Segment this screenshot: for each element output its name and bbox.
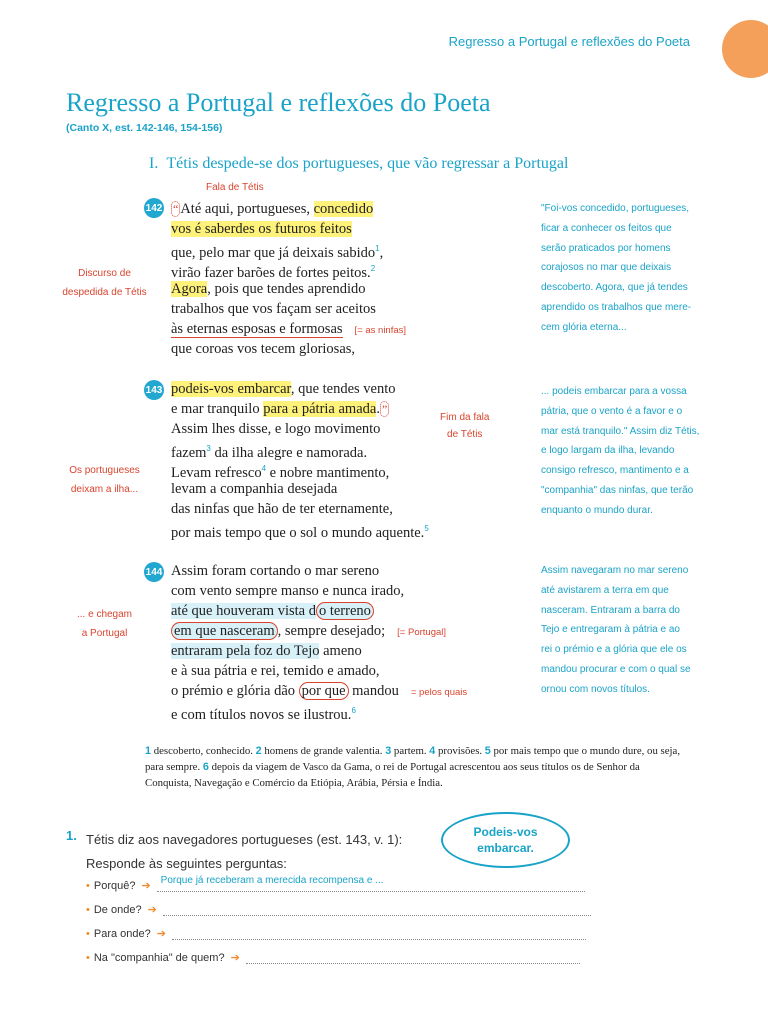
question-item-de-onde [86,894,591,916]
highlight-futuros-feitos: vos é saberdes os futuros feitos [171,221,352,237]
stanza-144-text [171,561,467,721]
verse-line [171,661,467,681]
highlight-patria-amada: para a pátria amada [263,401,377,417]
bubble-line: Podeis-vos [473,825,538,839]
verse-line [171,499,429,519]
paraphrase-line: aprendido os trabalhos que mere- [541,301,692,313]
footnote-text: por mais tempo que o mundo dure, ou seja, para sempre. [145,745,681,773]
opening-quote-mark: “ [173,202,179,216]
verse-line: que, pelo mar que já deixais sabido$^1$, [171,244,384,261]
verse-line [171,479,429,499]
arrow-right-icon: ➔ [147,904,157,916]
footnote-ref-4: 4 [261,464,267,473]
highlight-houveram-vista: até que houveram vista d [171,603,316,619]
footnote-ref-2: 2 [370,264,376,273]
bullet-icon: • [86,952,90,964]
annotation-line: Fim da fala [440,412,490,423]
paraphrase-line: corajosos no mar que deixais [541,262,672,274]
annotation-deixam-a-ilha [52,461,157,499]
verse-text: da ilha alegre e namorada. [210,445,368,461]
paraphrase-line: mar está tranquilo." Assim diz Tétis, [541,425,700,437]
footnote-number: 6 [202,761,209,773]
annotation-fim-da-fala [440,409,489,443]
verse-text: e mar tranquilo [171,401,264,417]
paraphrase-142 [541,199,701,338]
annotation-portugal: [= Portugal] [397,627,447,638]
annotation-fala-de-tetis: Fala de Tétis [206,182,264,193]
verse-text: que, pelo mar que já deixais sabido [171,245,376,261]
question-item-label: De onde? [93,904,142,916]
verse-line [171,419,429,439]
question-number: 1. [66,828,77,843]
question-prompt [86,828,402,876]
verse-text: ameno [319,643,362,659]
verse-line [171,319,406,339]
answer-field-companhia[interactable] [246,947,580,964]
footnote-number: 2 [255,745,262,757]
footnote-ref-6: 6 [351,706,356,715]
verse-text: , pois que tendes aprendido [207,281,366,297]
bullet-icon: • [86,880,90,892]
verse-line [171,299,406,319]
paraphrase-line: Assim navegaram no mar sereno [541,565,689,576]
question-line: Tétis diz aos navegadores portugueses (est. 143, v. 1): [86,832,403,847]
verse-text: . [376,401,380,417]
paraphrase-143 [541,382,701,521]
answer-field-porque[interactable]: Porque já receberam a merecida recompensa e ... [157,875,585,892]
paraphrase-line: "companhia" das ninfas, que terão [541,484,694,496]
question-item-label: Na "companhia" de quem? [93,952,225,964]
annotation-discurso-despedida [52,264,157,302]
verse-text: virão fazer barões de fortes peitos. [171,265,371,281]
footnote-ref-5: 5 [424,524,429,533]
question-line: Responde às seguintes perguntas: [86,856,287,871]
stanza-badge-144: 144 [144,562,164,582]
verse-text: das ninfas que hão de ter eternamente, [171,501,393,517]
verse-line [171,259,406,279]
highlight-concedido: concedido [313,201,374,217]
annotation-line: Os portugueses [69,465,140,476]
verse-text: trabalhos que vos façam ser aceitos [171,301,376,317]
verse-text: o prémio e glória dão [171,683,299,699]
section-number: I. [149,155,159,172]
highlight-agora: Agora [171,281,208,297]
annotation-line: deixam a ilha... [70,484,139,495]
verse-line [171,279,406,299]
orange-corner-tab [722,20,768,78]
highlight-podeis-embarcar: podeis-vos embarcar [171,381,291,397]
footnote-number: 5 [484,745,491,757]
paraphrase-line: e logo largam da ilha, levando [541,445,675,457]
circled-o-terreno: o terreno [316,602,374,620]
page-title: Regresso a Portugal e reflexões do Poeta [66,88,491,117]
verse-text: , sempre desejado; [277,623,386,639]
bubble-line: embarcar. [477,841,534,855]
verse-line [171,399,429,419]
verse-line [171,459,429,479]
annotation-chegam-a-portugal [52,605,157,643]
annotation-pelos-quais: = pelos quais [410,687,468,698]
footnote-ref-1: 1 [375,244,380,253]
annotation-line: despedida de Tétis [62,287,147,298]
verse-text: Assim foram cortando o mar sereno [171,563,380,579]
answer-field-para-onde[interactable] [172,923,586,940]
verse-text: por mais tempo que o sol o mundo aquente. [171,525,425,541]
verse-text: com vento sempre manso e nunca irado, [171,583,405,599]
paraphrase-line: até avistarem a terra em que [541,584,669,596]
verse-text: fazem [171,445,207,461]
paraphrase-line: Tejo e entregaram à pátria e ao [541,624,680,636]
footnote-text: descoberto, conhecido. [151,745,256,757]
annotation-line: de Tétis [447,429,483,440]
verse-line [171,561,467,581]
annotation-as-ninfas: [= as ninfas] [354,325,407,336]
footnote-text: homens de grande valentia. [261,745,386,757]
paraphrase-line: descoberto. Agora, que já tendes [541,282,688,294]
bullet-icon: • [86,904,90,916]
highlight-foz-do-tejo: entraram pela foz do Tejo [171,643,320,659]
paraphrase-line: consigo refresco, mantimento e a [541,465,689,477]
circled-em-que-nasceram: em que nasceram [171,622,278,640]
verse-line [171,701,467,721]
footnote-text: depois da viagem de Vasco da Gama, o rei de Portugal acrescentou aos seus títulos os de Senhor da Conquista, Navegação e Comércio da Etiópia, Arábia, Pérsia e Índia. [145,761,640,789]
footnote-number: 4 [429,745,436,757]
running-header: Regresso a Portugal e reflexões do Poeta [448,34,690,49]
paraphrase-144 [541,561,701,700]
paraphrase-line: rei o prémio e a glória que ele os [541,644,687,656]
verse-line [171,601,467,621]
verse-text: Assim lhes disse, e logo movimento [171,421,381,437]
footnote-number: 1 [145,745,152,757]
paraphrase-line: ornou com novos títulos. [541,683,650,695]
paraphrase-line: "Foi-vos concedido, portugueses, [541,203,690,214]
verse-text: e à sua pátria e rei, temido e amado, [171,663,380,679]
paraphrase-line: pátria, que o vento é a favor e o [541,405,683,417]
verse-line [171,621,467,641]
verse-text: Levam refresco [171,465,262,481]
footnote-number: 3 [385,745,392,757]
page-subtitle: (Canto X, est. 142-146, 154-156) [66,122,223,134]
verse-line [171,519,429,539]
verse-line [171,379,429,399]
verse-text: mandou [348,683,399,699]
question-item-porque [86,870,585,892]
verse-line [171,339,406,359]
circled-por-que: por que [299,682,349,700]
paraphrase-line: mandou procurar e com o qual se [541,663,691,675]
verse-text: que coroas vos tecem gloriosas, [171,341,356,357]
paraphrase-line: ... podeis embarcar para a vossa [541,386,687,397]
verse-text: , que tendes vento [290,381,396,397]
section-title [149,155,568,173]
verse-line [171,439,429,459]
stanza-143-text [171,379,429,539]
verse-line [171,199,406,219]
stanza-142-text [171,199,406,359]
paraphrase-line: serão praticados por homens [541,242,671,254]
annotation-line: a Portugal [81,628,128,639]
paraphrase-line: ficar a conhecer os feitos que [541,222,672,234]
verse-text: e com títulos novos se ilustrou. [171,707,352,723]
verse-text: Até aqui, portugueses, [180,201,314,217]
footnote-text: provisões. [435,745,485,757]
underlined-eternas-esposas: às eternas esposas e formosas [171,321,343,337]
arrow-right-icon: ➔ [230,952,240,964]
section-heading: Tétis despede-se dos portugueses, que vão regressar a Portugal [166,155,569,172]
footnote-text: partem. [391,745,430,757]
question-item-label: Para onde? [93,928,151,940]
footnote-ref-3: 3 [206,444,211,453]
verse-line [171,219,406,239]
footnotes [145,743,685,791]
annotation-line: ... e chegam [76,609,133,620]
paraphrase-line: enquanto o mundo durar. [541,504,653,516]
speech-bubble [441,812,570,868]
question-item-label: Porquê? [93,880,136,892]
verse-line [171,641,467,661]
stanza-badge-142: 142 [144,198,164,218]
closing-quote-mark: ” [381,402,388,416]
answer-field-de-onde[interactable] [163,899,591,916]
arrow-right-icon: ➔ [156,928,166,940]
verse-line [171,581,467,601]
stanza-badge-143: 143 [144,380,164,400]
verse-line [171,681,467,701]
question-item-para-onde [86,918,586,940]
verse-text: e nobre mantimento, [266,465,390,481]
paraphrase-line: nasceram. Entraram a barra do [541,604,680,616]
arrow-right-icon: ➔ [141,880,151,892]
annotation-line: Discurso de [78,268,131,279]
verse-text: levam a companhia desejada [171,481,338,497]
question-item-companhia [86,942,580,964]
bullet-icon: • [86,928,90,940]
paraphrase-line: cem glória eterna... [541,321,627,333]
